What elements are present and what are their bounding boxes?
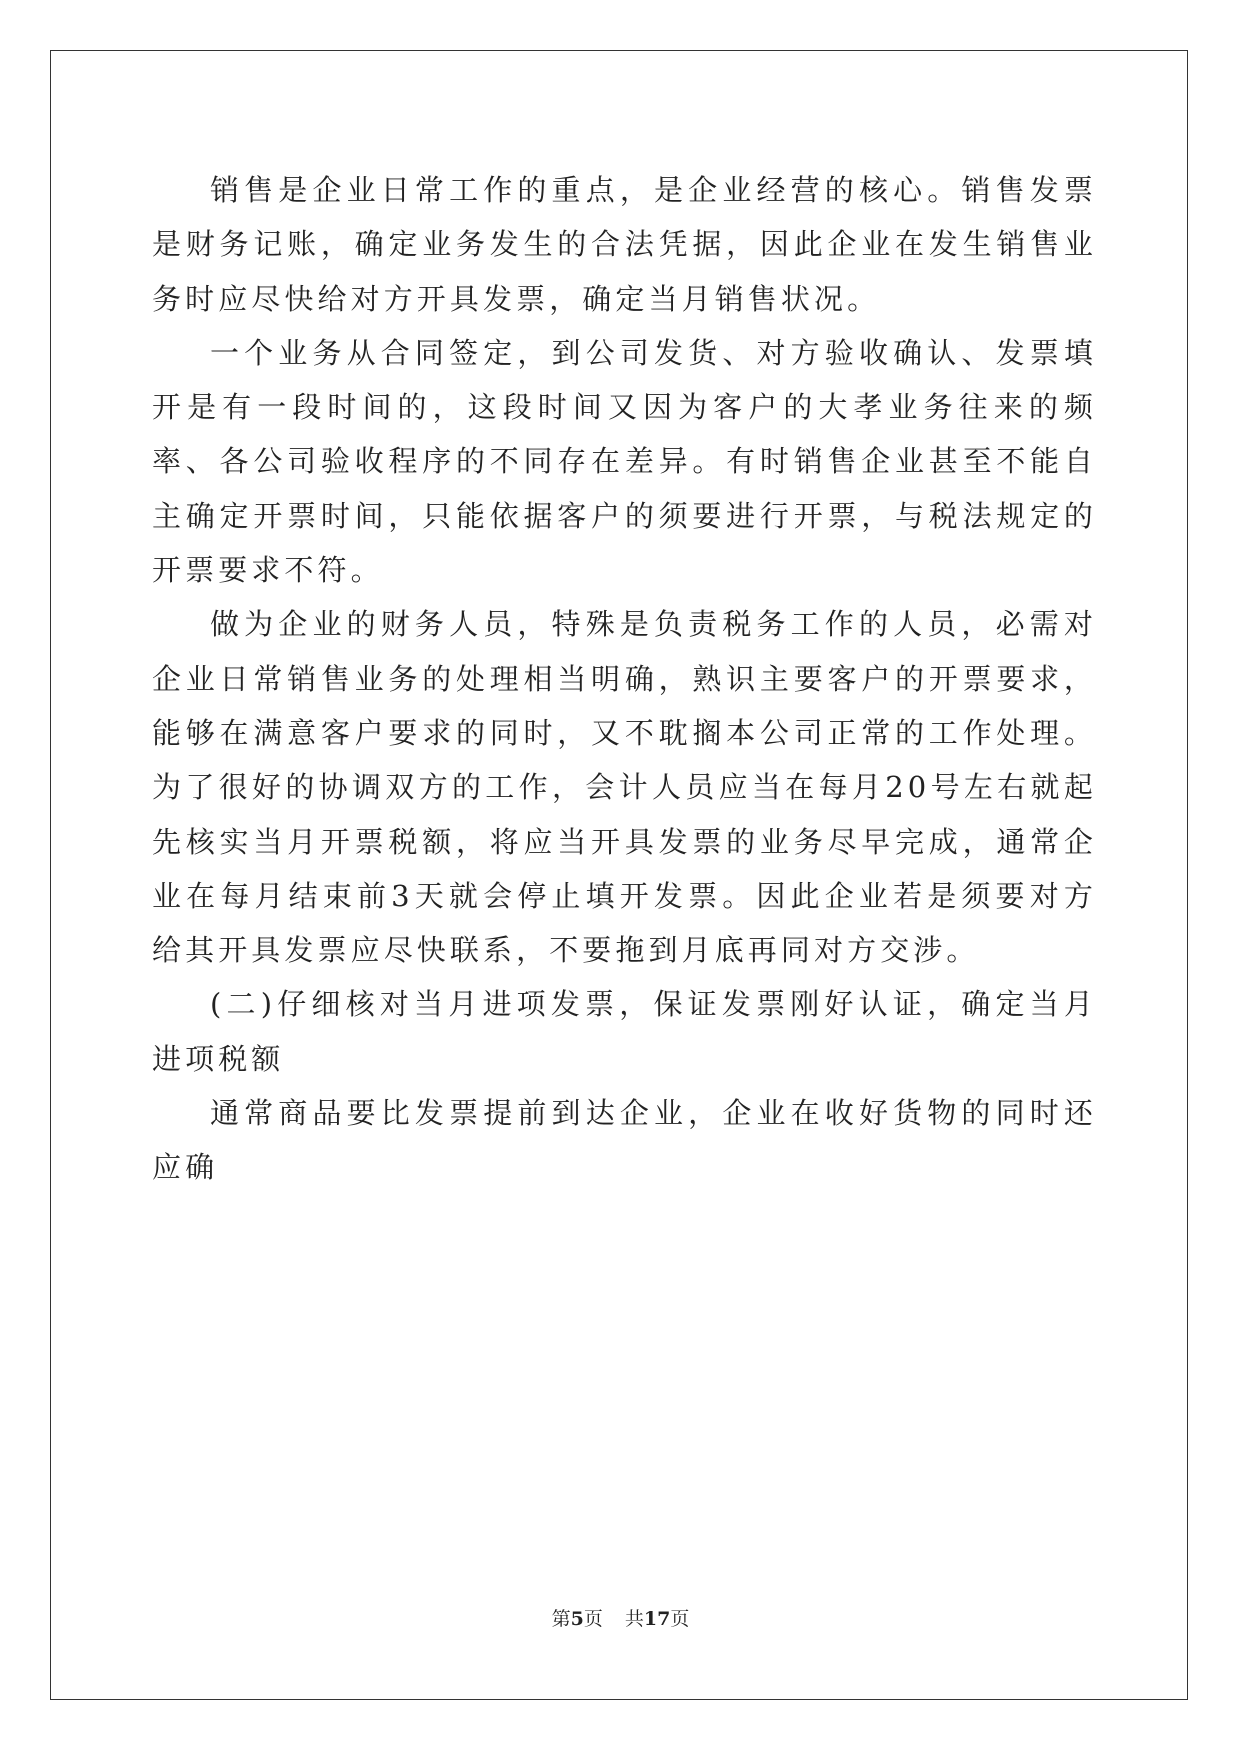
footer-total-prefix: 共 xyxy=(624,1608,644,1630)
paragraph-goods-arrival: 通常商品要比发票提前到达企业，企业在收好货物的同时还应确 xyxy=(152,1096,1097,1185)
paragraph-business-timeline: 一个业务从合同签定，到公司发货、对方验收确认、发票填开是有一段时间的，这段时间又因为客户的大孝业务往来的频率、各公司验收程序的不同存在差异。有时销售企业甚至不能自主确定开票时间，只能依据客户的须要进行开票，与税法规定的开票要求不符。 xyxy=(152,335,1097,588)
footer-total-pages: 17 xyxy=(643,1608,671,1630)
document-body xyxy=(152,163,1097,1195)
page-footer xyxy=(0,1604,1241,1631)
footer-page-suffix: 页 xyxy=(583,1608,603,1630)
paragraph-section-heading: (二)仔细核对当月进项发票，保证发票刚好认证，确定当月进项税额 xyxy=(152,987,1097,1076)
footer-page-number: 5 xyxy=(570,1608,584,1630)
footer-total-suffix: 页 xyxy=(670,1608,690,1630)
footer-page-prefix: 第 xyxy=(551,1608,571,1630)
paragraph-finance-staff: 做为企业的财务人员，特殊是负责税务工作的人员，必需对企业日常销售业务的处理相当明确，熟识主要客户的开票要求，能够在满意客户要求的同时，又不耽搁本公司正常的工作处理。为了很好的协调双方的工作，会计人员应当在每月20号左右就起先核实当月开票税额，将应当开具发票的业务尽早完成，通常企业在每月结束前3天就会停止填开发票。因此企业若是须要对方给其开具发票应尽快联系，不要拖到月底再同对方交涉。 xyxy=(152,607,1097,968)
paragraph-sales-invoice: 销售是企业日常工作的重点，是企业经营的核心。销售发票是财务记账，确定业务发生的合法凭据，因此企业在发生销售业务时应尽快给对方开具发票，确定当月销售状况。 xyxy=(152,173,1097,316)
